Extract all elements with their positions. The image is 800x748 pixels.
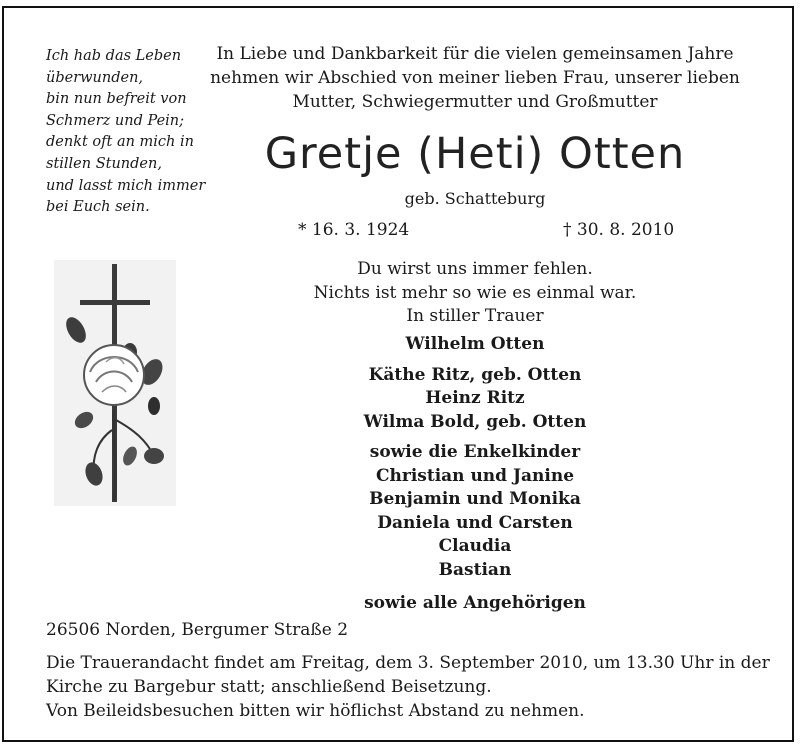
mourners-list xyxy=(200,333,750,616)
poem-line: denkt oft an mich in xyxy=(46,134,194,151)
quote-line: In stiller Trauer xyxy=(406,306,544,326)
quote-line: Du wirst uns immer fehlen. xyxy=(357,259,593,279)
deceased-name: Gretje (Heti) Otten xyxy=(264,129,686,179)
poem-line: bin nun befreit von xyxy=(46,91,187,108)
poem-line: überwunden, xyxy=(46,69,144,86)
service-notice xyxy=(46,651,786,723)
grandchild-name: Christian und Janine xyxy=(375,465,575,486)
child-name: Wilma Bold, geb. Otten xyxy=(363,411,587,432)
grandchild-name: Benjamin und Monika xyxy=(369,489,581,509)
death-date: † 30. 8. 2010 xyxy=(563,220,675,240)
husband-name: Wilhelm Otten xyxy=(405,334,545,354)
child-name: Heinz Ritz xyxy=(425,388,525,408)
intro-line: nehmen wir Abschied von meiner lieben Frau, unserer lieben xyxy=(210,68,740,88)
poem-line: stillen Stunden, xyxy=(46,155,162,172)
intro-text xyxy=(200,42,750,114)
intro-line: Mutter, Schwiegermutter und Großmutter xyxy=(292,92,658,112)
notice-line: Von Beileidsbesuchen bitten wir höflichst Abstand zu nehmen. xyxy=(46,701,585,721)
notice-line: Die Trauerandacht findet am Freitag, dem 3. September 2010, um 13.30 Uhr in der xyxy=(46,653,770,673)
quote-line: Nichts ist mehr so wie es einmal war. xyxy=(313,282,637,303)
maiden-name: geb. Schatteburg xyxy=(404,189,546,208)
birth-date: * 16. 3. 1924 xyxy=(298,220,410,240)
memorial-quote xyxy=(200,258,750,329)
poem-line: und lasst mich immer xyxy=(46,177,206,194)
family-address: 26506 Norden, Bergumer Straße 2 xyxy=(46,620,349,640)
grandchild-name: Daniela und Carsten xyxy=(377,512,573,533)
grandchild-name: Claudia xyxy=(438,536,512,556)
child-name: Käthe Ritz, geb. Otten xyxy=(368,364,582,385)
poem-line: bei Euch sein. xyxy=(46,199,150,216)
cross-with-rose-icon xyxy=(54,260,176,506)
poem-line: Ich hab das Leben xyxy=(46,48,182,64)
relatives-line: sowie alle Angehörigen xyxy=(364,593,586,613)
intro-line: In Liebe und Dankbarkeit für die vielen gemeinsamen Jahre xyxy=(216,44,734,64)
notice-line: Kirche zu Bargebur statt; anschließend Beisetzung. xyxy=(46,677,492,697)
poem-line: Schmerz und Pein; xyxy=(46,112,185,129)
grandchildren-heading: sowie die Enkelkinder xyxy=(369,442,581,462)
grandchild-name: Bastian xyxy=(438,559,512,580)
